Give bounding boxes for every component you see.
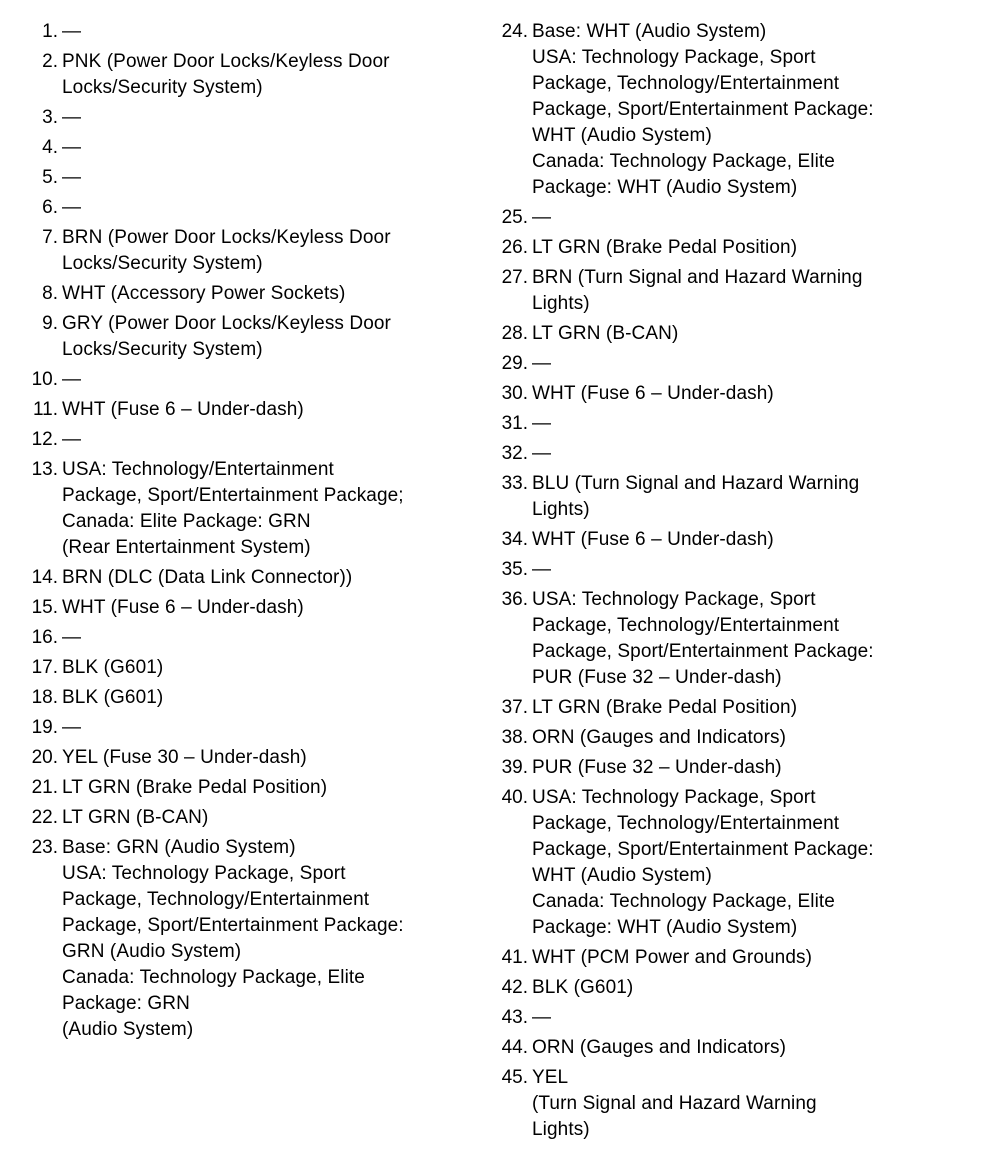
pin-description bbox=[532, 235, 962, 261]
pin-description-line: ORN (Gauges and Indicators) bbox=[532, 727, 787, 748]
pin-description-line: BRN (Power Door Locks/Keyless Door bbox=[62, 227, 391, 248]
pin-entry bbox=[22, 625, 482, 651]
pin-description-line: YEL bbox=[532, 1067, 569, 1088]
pin-number: 40. bbox=[501, 787, 528, 808]
pin-description bbox=[62, 135, 482, 161]
pin-description-line: Package, Technology/Entertainment bbox=[532, 813, 840, 834]
pin-entry bbox=[22, 367, 482, 393]
pin-description-line: — bbox=[532, 207, 552, 228]
pin-entry bbox=[492, 205, 962, 231]
pin-entry bbox=[492, 381, 962, 407]
pin-description-line: WHT (Fuse 6 – Under-dash) bbox=[62, 597, 304, 618]
pin-description-line: USA: Technology Package, Sport bbox=[532, 787, 816, 808]
pin-entry bbox=[492, 725, 962, 751]
pin-description bbox=[532, 265, 962, 317]
pin-number: 24. bbox=[501, 21, 528, 42]
pin-entry bbox=[492, 441, 962, 467]
pin-description-line: BLK (G601) bbox=[62, 657, 164, 678]
pin-number: 7. bbox=[42, 227, 58, 248]
pin-description bbox=[532, 587, 962, 691]
pin-description-line: USA: Technology Package, Sport bbox=[62, 863, 346, 884]
pin-description-line: — bbox=[532, 1007, 552, 1028]
pin-number: 38. bbox=[501, 727, 528, 748]
pin-entry bbox=[492, 265, 962, 317]
pin-description-line: Package: GRN bbox=[62, 993, 190, 1014]
pin-entry bbox=[492, 1065, 962, 1143]
pin-description-line: ORN (Gauges and Indicators) bbox=[532, 1037, 787, 1058]
pin-description-line: BLK (G601) bbox=[62, 687, 164, 708]
pin-entry bbox=[22, 195, 482, 221]
pin-number: 18. bbox=[31, 687, 58, 708]
pin-entry bbox=[492, 351, 962, 377]
pin-description-line: (Rear Entertainment System) bbox=[62, 537, 311, 558]
pin-description bbox=[62, 367, 482, 393]
pin-description-line: — bbox=[532, 559, 552, 580]
pin-number: 36. bbox=[501, 589, 528, 610]
pin-description-line: — bbox=[62, 627, 82, 648]
pin-entry bbox=[22, 19, 482, 45]
pin-entry bbox=[22, 281, 482, 307]
pin-description-line: Package, Sport/Entertainment Package; bbox=[62, 485, 404, 506]
pin-description-line: Package, Technology/Entertainment bbox=[532, 73, 840, 94]
pin-number: 14. bbox=[31, 567, 58, 588]
pin-description-line: Lights) bbox=[532, 1119, 590, 1140]
pin-number: 45. bbox=[501, 1067, 528, 1088]
pin-entry bbox=[22, 225, 482, 277]
pin-description-line: GRN (Audio System) bbox=[62, 941, 242, 962]
pin-number: 27. bbox=[501, 267, 528, 288]
pin-entry bbox=[22, 685, 482, 711]
pin-description bbox=[532, 527, 962, 553]
pin-description-line: Canada: Technology Package, Elite bbox=[532, 151, 835, 172]
pin-description-line: BRN (Turn Signal and Hazard Warning bbox=[532, 267, 863, 288]
pin-description bbox=[532, 441, 962, 467]
pin-description bbox=[532, 1065, 962, 1143]
pin-description-line: Package, Technology/Entertainment bbox=[62, 889, 370, 910]
pin-number: 1. bbox=[42, 21, 58, 42]
pin-number: 15. bbox=[31, 597, 58, 618]
pin-entry bbox=[492, 1035, 962, 1061]
right-column bbox=[492, 19, 962, 1147]
pin-entry bbox=[492, 411, 962, 437]
pin-entry bbox=[492, 1005, 962, 1031]
pin-description-line: USA: Technology Package, Sport bbox=[532, 589, 816, 610]
left-column bbox=[22, 19, 482, 1047]
pin-description-line: Package: WHT (Audio System) bbox=[532, 177, 798, 198]
pin-entry bbox=[22, 805, 482, 831]
pin-number: 19. bbox=[31, 717, 58, 738]
pin-description-line: LT GRN (Brake Pedal Position) bbox=[532, 697, 798, 718]
pin-number: 33. bbox=[501, 473, 528, 494]
pin-entry bbox=[492, 321, 962, 347]
pin-description bbox=[62, 19, 482, 45]
pin-description-line: BLK (G601) bbox=[532, 977, 634, 998]
pin-description bbox=[532, 411, 962, 437]
pin-description bbox=[532, 725, 962, 751]
pin-description-line: WHT (Accessory Power Sockets) bbox=[62, 283, 346, 304]
pin-number: 31. bbox=[501, 413, 528, 434]
pin-description-line: — bbox=[62, 21, 82, 42]
pin-entry bbox=[22, 565, 482, 591]
pin-description bbox=[532, 1035, 962, 1061]
pin-number: 16. bbox=[31, 627, 58, 648]
pin-description-line: — bbox=[62, 137, 82, 158]
pin-description-line: — bbox=[62, 369, 82, 390]
pin-number: 20. bbox=[31, 747, 58, 768]
pin-description bbox=[532, 205, 962, 231]
pin-description-line: — bbox=[62, 717, 82, 738]
pin-number: 39. bbox=[501, 757, 528, 778]
pin-description bbox=[532, 945, 962, 971]
pin-number: 9. bbox=[42, 313, 58, 334]
pin-entry bbox=[492, 755, 962, 781]
pin-number: 30. bbox=[501, 383, 528, 404]
pin-number: 43. bbox=[501, 1007, 528, 1028]
pin-number: 44. bbox=[501, 1037, 528, 1058]
pin-description-line: BLU (Turn Signal and Hazard Warning bbox=[532, 473, 860, 494]
pin-description bbox=[62, 105, 482, 131]
pin-description-line: PUR (Fuse 32 – Under-dash) bbox=[532, 757, 782, 778]
pin-number: 21. bbox=[31, 777, 58, 798]
pin-entry bbox=[22, 655, 482, 681]
pin-description-line: LT GRN (Brake Pedal Position) bbox=[62, 777, 328, 798]
pin-description-line: — bbox=[532, 443, 552, 464]
pin-entry bbox=[22, 775, 482, 801]
pin-number: 6. bbox=[42, 197, 58, 218]
pin-entry bbox=[492, 975, 962, 1001]
pin-number: 23. bbox=[31, 837, 58, 858]
pin-description-line: BRN (DLC (Data Link Connector)) bbox=[62, 567, 353, 588]
pin-number: 13. bbox=[31, 459, 58, 480]
pin-number: 17. bbox=[31, 657, 58, 678]
pin-number: 35. bbox=[501, 559, 528, 580]
pin-description-line: WHT (Fuse 6 – Under-dash) bbox=[532, 383, 774, 404]
pin-description-line: Base: GRN (Audio System) bbox=[62, 837, 296, 858]
pin-number: 3. bbox=[42, 107, 58, 128]
pin-description bbox=[532, 19, 962, 201]
pin-entry bbox=[22, 427, 482, 453]
pin-description-line: LT GRN (B-CAN) bbox=[62, 807, 209, 828]
pin-number: 2. bbox=[42, 51, 58, 72]
pin-description-line: — bbox=[532, 353, 552, 374]
pin-number: 26. bbox=[501, 237, 528, 258]
pin-description bbox=[62, 625, 482, 651]
pin-description bbox=[62, 655, 482, 681]
pin-entry bbox=[492, 587, 962, 691]
pin-description-line: WHT (Audio System) bbox=[532, 865, 712, 886]
pin-description-line: Package, Sport/Entertainment Package: bbox=[532, 641, 874, 662]
pin-description bbox=[532, 557, 962, 583]
pin-entry bbox=[22, 595, 482, 621]
pin-number: 28. bbox=[501, 323, 528, 344]
pin-description bbox=[532, 785, 962, 941]
pin-description bbox=[532, 471, 962, 523]
pin-description-line: — bbox=[62, 107, 82, 128]
pin-entry bbox=[22, 397, 482, 423]
pin-entry bbox=[492, 557, 962, 583]
pin-description-line: WHT (Audio System) bbox=[532, 125, 712, 146]
pin-entry bbox=[22, 835, 482, 1043]
pin-entry bbox=[492, 19, 962, 201]
pin-description bbox=[62, 165, 482, 191]
pin-description-line: Base: WHT (Audio System) bbox=[532, 21, 767, 42]
pin-description-line: WHT (PCM Power and Grounds) bbox=[532, 947, 813, 968]
pin-number: 29. bbox=[501, 353, 528, 374]
pin-description-line: Canada: Technology Package, Elite bbox=[532, 891, 835, 912]
pin-entry bbox=[492, 945, 962, 971]
pin-description bbox=[62, 311, 482, 363]
pin-number: 5. bbox=[42, 167, 58, 188]
pin-entry bbox=[22, 105, 482, 131]
pin-description bbox=[62, 457, 482, 561]
pin-description-line: Canada: Technology Package, Elite bbox=[62, 967, 365, 988]
pin-description bbox=[62, 195, 482, 221]
pin-entry bbox=[22, 745, 482, 771]
pin-description-line: PNK (Power Door Locks/Keyless Door bbox=[62, 51, 390, 72]
pin-description-line: (Turn Signal and Hazard Warning bbox=[532, 1093, 817, 1114]
pin-description-line: GRY (Power Door Locks/Keyless Door bbox=[62, 313, 391, 334]
pin-description-line: Locks/Security System) bbox=[62, 77, 263, 98]
pin-description-line: LT GRN (Brake Pedal Position) bbox=[532, 237, 798, 258]
pin-description-line: PUR (Fuse 32 – Under-dash) bbox=[532, 667, 782, 688]
pin-description bbox=[62, 595, 482, 621]
pin-description-line: Locks/Security System) bbox=[62, 253, 263, 274]
pin-description-line: Package, Sport/Entertainment Package: bbox=[532, 839, 874, 860]
pin-description bbox=[62, 565, 482, 591]
pin-description bbox=[532, 975, 962, 1001]
pin-number: 34. bbox=[501, 529, 528, 550]
pin-entry bbox=[492, 471, 962, 523]
pin-entry bbox=[22, 311, 482, 363]
pin-description-line: Locks/Security System) bbox=[62, 339, 263, 360]
pin-description bbox=[62, 225, 482, 277]
pin-description-line: Package, Sport/Entertainment Package: bbox=[532, 99, 874, 120]
pin-description-line: WHT (Fuse 6 – Under-dash) bbox=[532, 529, 774, 550]
pin-number: 8. bbox=[42, 283, 58, 304]
pin-description-line: USA: Technology/Entertainment bbox=[62, 459, 334, 480]
pin-description-line: Package, Sport/Entertainment Package: bbox=[62, 915, 404, 936]
pin-description bbox=[62, 745, 482, 771]
pin-number: 41. bbox=[501, 947, 528, 968]
pin-number: 11. bbox=[32, 399, 58, 420]
pin-entry bbox=[492, 527, 962, 553]
pin-entry bbox=[22, 49, 482, 101]
pin-description-line: Lights) bbox=[532, 499, 590, 520]
pin-description bbox=[62, 775, 482, 801]
pin-description bbox=[62, 281, 482, 307]
pin-description-line: LT GRN (B-CAN) bbox=[532, 323, 679, 344]
pin-number: 4. bbox=[42, 137, 58, 158]
pin-description-line: — bbox=[62, 429, 82, 450]
pin-description-line: — bbox=[62, 197, 82, 218]
pin-number: 25. bbox=[501, 207, 528, 228]
pin-description-line: USA: Technology Package, Sport bbox=[532, 47, 816, 68]
pin-description-line: Lights) bbox=[532, 293, 590, 314]
pin-number: 42. bbox=[501, 977, 528, 998]
pin-description-line: Package: WHT (Audio System) bbox=[532, 917, 798, 938]
pin-description bbox=[62, 715, 482, 741]
pin-entry bbox=[22, 715, 482, 741]
pin-number: 22. bbox=[31, 807, 58, 828]
pin-description bbox=[62, 685, 482, 711]
pin-entry bbox=[492, 785, 962, 941]
pin-description bbox=[62, 427, 482, 453]
pin-entry bbox=[22, 457, 482, 561]
pin-description-line: — bbox=[62, 167, 82, 188]
pin-description bbox=[532, 695, 962, 721]
pin-description bbox=[62, 805, 482, 831]
pin-number: 37. bbox=[501, 697, 528, 718]
pin-description bbox=[532, 381, 962, 407]
pin-description-line: (Audio System) bbox=[62, 1019, 194, 1040]
pin-description-line: Canada: Elite Package: GRN bbox=[62, 511, 311, 532]
pin-entry bbox=[22, 135, 482, 161]
pin-number: 12. bbox=[31, 429, 58, 450]
pin-description bbox=[532, 755, 962, 781]
pin-description bbox=[62, 49, 482, 101]
pin-number: 32. bbox=[501, 443, 528, 464]
pin-description-line: Package, Technology/Entertainment bbox=[532, 615, 840, 636]
pin-number: 10. bbox=[31, 369, 58, 390]
pin-description bbox=[62, 397, 482, 423]
pin-entry bbox=[492, 235, 962, 261]
pin-entry bbox=[492, 695, 962, 721]
pin-description bbox=[532, 1005, 962, 1031]
pin-description bbox=[532, 321, 962, 347]
pin-description-line: — bbox=[532, 413, 552, 434]
pin-description bbox=[532, 351, 962, 377]
pin-entry bbox=[22, 165, 482, 191]
pin-description-line: YEL (Fuse 30 – Under-dash) bbox=[62, 747, 307, 768]
pin-description bbox=[62, 835, 482, 1043]
pin-description-line: WHT (Fuse 6 – Under-dash) bbox=[62, 399, 304, 420]
